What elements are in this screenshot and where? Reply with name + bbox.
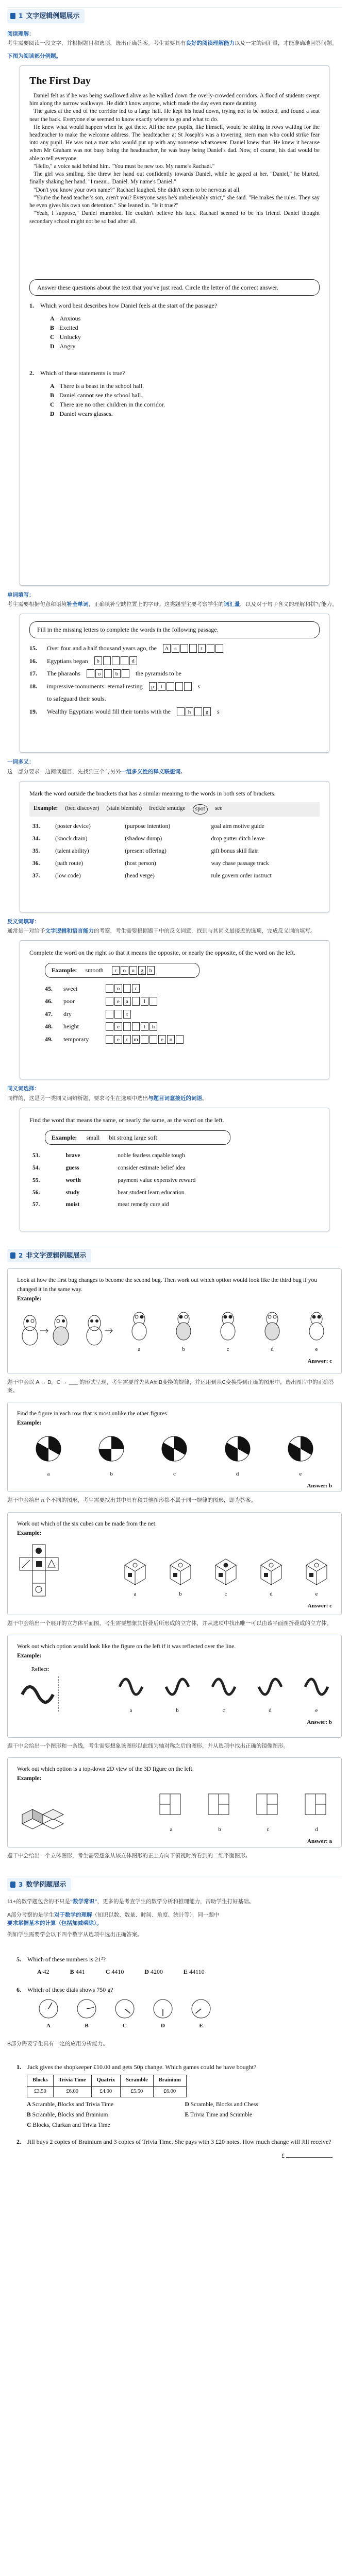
option-figure[interactable]: c	[159, 1432, 190, 1479]
letter-boxes[interactable]	[177, 707, 211, 716]
question-2: 2. Which of these statements is true?	[29, 369, 125, 377]
letter-box[interactable]: e	[114, 1035, 122, 1044]
option-figure[interactable]: d	[257, 1308, 288, 1354]
nv5-options	[156, 1788, 332, 1834]
cloze-item: to safeguard their souls.	[47, 695, 106, 703]
synonym-label: 同义词选择：	[7, 1086, 40, 1092]
letter-box[interactable]	[104, 669, 112, 678]
table-row: 57. moist meat remedy cure aid	[32, 1201, 169, 1208]
antonym-instruction: Complete the word on the right so that it means the opposite, or nearly the opposite, of the word on the left.	[29, 949, 295, 957]
answer: Answer: b	[307, 1483, 332, 1489]
nv2-instruction: Find the figure in each row that is most unlike the other figures.	[17, 1411, 169, 1417]
letter-box[interactable]	[123, 1022, 131, 1031]
nv1-options	[124, 1308, 332, 1354]
oddone-label: 一词多义：	[7, 759, 35, 766]
math-desc2: A部分考察的是学生对于数学的理解（知识以数、数量、时间、角度、统计等），同一题中 要求掌握基本的计算（包括加减乘除）。	[7, 1911, 220, 1927]
option-figure[interactable]: c	[208, 1669, 239, 1715]
option-figure[interactable]: d	[256, 1552, 287, 1599]
letter-box[interactable]: e	[114, 1022, 122, 1031]
option[interactable]: B 441	[70, 1968, 85, 1976]
section-title-bar	[7, 1878, 71, 1891]
option-figure[interactable]: e	[301, 1669, 332, 1715]
option-figure[interactable]: a	[33, 1432, 64, 1479]
synonym-desc: 同样的，这是另一类同义词辨析题，要求考生在选项中选出与题目词意接近的词语。	[7, 1095, 208, 1101]
letter-box[interactable]	[177, 707, 185, 716]
cloze-item: 17. The pharaohs o b the pyramids to be	[29, 670, 181, 677]
antonym-label: 反义词填写：	[7, 918, 40, 925]
nv4-figures	[17, 1665, 332, 1715]
antonym-items	[29, 984, 320, 1044]
table-row: 34. (knock drain) (shadow dump) drop gutter ditch leave	[32, 836, 265, 842]
letter-box[interactable]: l	[141, 997, 148, 1006]
letter-box[interactable]: h	[186, 707, 193, 716]
letter-box[interactable]	[106, 984, 113, 993]
reading-instruction: Answer these questions about the text that you've just read. Circle the letter of the correct answer.	[29, 279, 320, 296]
letter-box[interactable]: t	[123, 1010, 131, 1019]
letter-box[interactable]: o	[95, 669, 103, 678]
table-header: Scramble	[121, 2075, 154, 2086]
story-paragraph: The gates at the end of the corridor led to a large hall. He kept his head down, trying not to be noticed, and found a seat near the back. Everyone else seemed to know exactly where to go and what to do.	[29, 108, 320, 123]
letter-box[interactable]	[106, 1035, 113, 1044]
nv4-options	[115, 1669, 332, 1715]
story-paragraph: Daniel felt as if he was being swallowed alive as he walked down the overly-crowded corridors. A flood of students swept him along the narrow walkways. He didn't know anyone, which made the day even more daunting.	[29, 92, 320, 107]
nv5-desc: 题干中会给出一个立体图形，考生需要想象从该立体图形的正上方向下俯视时所看到的二维平面图形。	[7, 1853, 251, 1859]
letter-box[interactable]: a	[123, 997, 131, 1006]
option-figure[interactable]: b	[165, 1552, 196, 1599]
math-desc3: 例如学生需要学会以下四个数字从选项中选出正确答案。	[7, 1931, 143, 1938]
option-figure[interactable]: e	[285, 1432, 316, 1479]
dial-option[interactable]: B	[75, 1997, 98, 2030]
letter-boxes[interactable]	[94, 656, 137, 665]
letter-boxes[interactable]	[106, 997, 157, 1006]
letter-box[interactable]	[149, 1035, 157, 1044]
letter-box[interactable]: t	[141, 1022, 148, 1031]
letter-box[interactable]	[176, 1035, 184, 1044]
dial-icon	[152, 1997, 174, 2020]
answer: Answer: c	[307, 1358, 332, 1365]
letter-box[interactable]: m	[132, 1035, 140, 1044]
nv5-card	[7, 1757, 342, 1848]
table-row: 54. guess consider estimate belief idea	[32, 1164, 186, 1171]
letter-box[interactable]	[184, 682, 192, 691]
table-cell: £4.00	[91, 2086, 121, 2097]
reflect-source	[17, 1665, 63, 1715]
dial-option[interactable]: E	[190, 1997, 212, 2030]
reading-card	[20, 65, 329, 586]
price-table	[27, 2075, 187, 2097]
nv4-desc: 题干中会给出一个图形和一条线，考生需要想象该图形以此线为轴对称之后的图形，并从选项中找出正确的镜像图形。	[7, 1742, 289, 1749]
question-5: 5. Which of these numbers is 21²?	[16, 1955, 106, 1963]
cloze-item: 16. Egyptians began b d	[29, 656, 320, 666]
question-b1-options	[27, 2100, 333, 2130]
letter-box[interactable]: r	[132, 984, 140, 993]
cloze-card	[20, 614, 329, 753]
option[interactable]: B Scramble, Blocks and Brainium	[27, 2111, 108, 2118]
reading-desc: 考生需要阅读一段文字，并根据题目和选项，选出正确答案。考生需要具有良好的阅读理解能力以及一定的词汇量，才能准确地回答问题。	[7, 40, 338, 47]
option-figure[interactable]: d	[255, 1669, 286, 1715]
option-figure[interactable]: a	[115, 1669, 146, 1715]
letter-box[interactable]	[87, 669, 94, 678]
letter-box[interactable]	[112, 656, 120, 665]
option[interactable]: C There are no other children in the corridor.	[50, 400, 165, 408]
option-figure[interactable]: c	[212, 1308, 243, 1354]
letter-box[interactable]: h	[149, 1022, 157, 1031]
math-a-card	[7, 1944, 342, 2035]
dial-icon	[37, 1997, 60, 2020]
letter-box[interactable]: b	[94, 656, 102, 665]
letter-box[interactable]: p	[149, 682, 157, 691]
antonym-example: Example: smooth r o u g h	[45, 963, 200, 978]
option[interactable]: E Trivia Time and Scramble	[185, 2111, 253, 2118]
answer: Answer: a	[307, 1838, 332, 1844]
table-cell: £5.50	[121, 2086, 154, 2097]
section-flag-icon	[10, 1252, 15, 1259]
letter-box[interactable]: r	[112, 966, 120, 975]
option-figure[interactable]: b	[162, 1669, 193, 1715]
table-header: Brainium	[153, 2075, 186, 2086]
page	[0, 7, 349, 2576]
dial-option[interactable]: D	[152, 1997, 174, 2030]
table-cell: £3.50	[27, 2086, 54, 2097]
nv2-options	[17, 1432, 332, 1479]
oddone-table	[29, 821, 320, 882]
option[interactable]: C Unlucky	[50, 333, 81, 341]
nv2-card	[7, 1402, 342, 1492]
story-body	[29, 92, 320, 226]
letter-box[interactable]	[149, 997, 157, 1006]
question-5-options	[37, 1967, 333, 1977]
letter-box[interactable]	[122, 669, 129, 678]
option-figure[interactable]: a	[124, 1308, 155, 1354]
example-label: Example:	[17, 1530, 42, 1536]
cube-net	[17, 1542, 63, 1599]
letter-box[interactable]: g	[138, 966, 146, 975]
section-number: 3	[19, 1880, 23, 1888]
option[interactable]: A Anxious	[50, 314, 81, 322]
table-row: 36. (path route) (host person) way chase passage track	[32, 860, 269, 867]
letter-box[interactable]	[194, 707, 202, 716]
option[interactable]: B Excited	[50, 324, 78, 331]
letter-boxes[interactable]	[106, 1010, 131, 1019]
letter-box[interactable]	[103, 656, 111, 665]
letter-boxes[interactable]	[149, 682, 192, 691]
math-b-card	[7, 2052, 342, 2186]
nv5-figures	[17, 1788, 332, 1834]
bug-icon	[53, 1315, 69, 1345]
letter-box[interactable]	[141, 1035, 148, 1044]
option-figure[interactable]: e	[301, 1308, 332, 1354]
nv1-desc: 题干中会以 A → B，C → ___ 的形式呈现，考生需要首先从A到B变换的规律，并运用到从C变换得到正确的图形中，选出图片中的正确答案。	[7, 1379, 335, 1394]
wave-figure	[17, 1674, 63, 1715]
letter-box[interactable]	[189, 644, 197, 653]
reflect-label: Reflect:	[31, 1666, 49, 1672]
option[interactable]: A There is a beast in the school hall.	[50, 382, 144, 389]
cloze-items	[29, 643, 320, 717]
letter-box[interactable]: n	[167, 1035, 175, 1044]
nv1-instruction: Look at how the first bug changes to become the second bug. Then work out which option would look like the third bug if you changed it in the same way.	[17, 1277, 318, 1293]
section-title: 非文字逻辑例题展示	[26, 1251, 87, 1260]
question-b1: 1. Jack gives the shopkeeper £10.00 and gets 50p change. Which games could he have bought?	[16, 2063, 257, 2071]
reading-desc2: 下图为阅读部分例题。	[7, 53, 61, 59]
letter-boxes[interactable]	[112, 966, 155, 975]
option[interactable]: A 42	[37, 1968, 49, 1976]
synonym-card	[20, 1108, 329, 1231]
answer: Answer: b	[307, 1719, 332, 1725]
antonym-item: 46. poor e a l	[45, 996, 320, 1006]
letter-box[interactable]: e	[114, 997, 122, 1006]
question-2-options	[50, 381, 320, 418]
option-figure[interactable]: a	[156, 1788, 187, 1834]
synonym-example: Example: small bit strong large soft	[45, 1130, 230, 1145]
bug-icon	[22, 1315, 38, 1345]
cloze-desc: 考生需要根据句意和语境补全单词，正确填补空缺位置上的字母。这类题型主要考察学生的词汇量，以及对于句子含义的理解和拼写能力。	[7, 601, 338, 608]
nv4-card	[7, 1635, 342, 1738]
question-6-options	[37, 1997, 333, 2030]
option-figure[interactable]: a	[120, 1552, 151, 1599]
question-b2: 2. Jill buys 2 copies of Brainium and 3 copies of Trivia Time. She pays with 3 £20 notes. How much change will Jill receive?	[16, 2138, 331, 2146]
letter-box[interactable]	[132, 997, 140, 1006]
option[interactable]: A Scramble, Blocks and Trivia Time	[27, 2101, 114, 2108]
nv5-instruction: Work out which option is a top-down 2D view of the 3D figure on the left.	[17, 1766, 194, 1773]
antonym-item: 48. height e t h	[45, 1022, 320, 1031]
story-paragraph: "Don't you know your own name?" Rachael laughed. She didn't seem to be nervous at all.	[34, 187, 241, 193]
letter-box[interactable]	[123, 984, 131, 993]
letter-box[interactable]: o	[114, 984, 122, 993]
synonym-table	[29, 1150, 320, 1211]
section-header-verbal	[7, 7, 342, 25]
example-answer-circle: spot	[193, 804, 208, 815]
option-figure[interactable]: b	[96, 1432, 127, 1479]
letter-box[interactable]: b	[113, 669, 121, 678]
section-title-bar	[7, 9, 85, 23]
letter-box[interactable]: e	[158, 1035, 166, 1044]
antonym-desc: 通常是一对给予文字逻辑和语言能力的考察，考生需要根据题干中的反义词意，找到与其词义最接近的选项，完成反义词的填写。	[7, 928, 316, 935]
section-header-math	[7, 1876, 342, 1893]
letter-box[interactable]	[114, 1010, 122, 1019]
story-paragraph: "Hello," a voice said behind him. "You must be new too. My name's Rachael."	[34, 163, 215, 170]
dial-icon	[75, 1997, 98, 2020]
antonym-item: 45. sweet o r	[45, 984, 320, 994]
letter-box[interactable]: o	[121, 966, 128, 975]
option[interactable]: B Daniel cannot see the school hall.	[50, 391, 143, 399]
oddone-desc: 这一部分要求一边阅读题目，先找到三个与另外一组多义性的释义联想词。	[7, 768, 186, 775]
letter-box[interactable]	[106, 1010, 113, 1019]
letter-boxes[interactable]	[163, 644, 223, 653]
story-paragraph: "You're the head teacher's son, aren't you? Everyone says he's unbelievably strict," she said. "He makes the rules. They say he even gives his own son detention." She leaned in. "Is it true?"	[29, 194, 320, 209]
letter-box[interactable]	[207, 644, 214, 653]
option-figure[interactable]: b	[168, 1308, 199, 1354]
letter-box[interactable]	[106, 1022, 113, 1031]
nv2-desc: 题干中会给出五个不同的图形，考生需要找出其中具有和其他图形都不属于同一规律的图形，即为答案。	[7, 1497, 256, 1504]
option-figure[interactable]: c	[253, 1788, 284, 1834]
letter-box[interactable]	[121, 656, 128, 665]
letter-box[interactable]: h	[147, 966, 155, 975]
story-title: The First Day	[29, 75, 91, 87]
letter-box[interactable]: A	[163, 644, 171, 653]
section-number: 2	[19, 1252, 23, 1260]
table-row: 53. brave noble fearless capable tough	[32, 1153, 185, 1159]
nv3-figures	[17, 1542, 332, 1599]
synonym-instruction: Find the word that means the same, or nearly the same, as the word on the left.	[29, 1116, 224, 1124]
table-cell: £6.00	[153, 2086, 186, 2097]
answer: Answer: c	[307, 1603, 332, 1609]
letter-box[interactable]: u	[129, 966, 137, 975]
section-number: 1	[19, 12, 23, 20]
antonym-item: 47. dry t	[45, 1009, 320, 1019]
nv3-card	[7, 1512, 342, 1615]
letter-box[interactable]: d	[129, 656, 137, 665]
table-header: Blocks	[27, 2075, 54, 2086]
example-label: Example:	[17, 1775, 42, 1782]
table-cell: £6.00	[53, 2086, 91, 2097]
oddone-card	[20, 781, 329, 912]
section-header-nonverbal	[7, 1247, 342, 1264]
letter-boxes[interactable]	[106, 1035, 184, 1044]
example-label: Example:	[17, 1295, 42, 1302]
math-desc1: 11+的数学题包含的不只是“数学常识”，更多的是考查学生的数学分析和推理能力，帮助学生打好基础。	[7, 1898, 255, 1905]
table-row: 37. (low code) (head verge) rule govern order instruct	[32, 872, 272, 879]
bug-sequence	[17, 1308, 115, 1354]
option[interactable]: D Scramble, Blocks and Chess	[185, 2101, 258, 2108]
option[interactable]: D 4200	[144, 1968, 163, 1976]
math-desc4: B部分需要学生具有一定的应用分析能力。	[7, 2040, 109, 2047]
option[interactable]: E 44110	[184, 1968, 205, 1976]
table-row: 56. study hear student learn education	[32, 1189, 185, 1196]
option-figure[interactable]: b	[204, 1788, 235, 1834]
option[interactable]: C 4410	[105, 1968, 124, 1976]
option[interactable]: D Angry	[50, 342, 76, 350]
cloze-item: 19. Wealthy Egyptians would fill their tombs with the h g s	[29, 707, 220, 715]
story-paragraph: He knew what would happen when he got there. All the new pupils, like himself, would be sitting in rows waiting for the headteacher to make the welcome address. The headteacher at St Joseph's was a towering, stern man who could strike fear into any pupil. He was not a man who would put up with any nonsense whatsoever. Daniel knew that. He knew it because when Mr Graham was not busy being the headteacher, he was busy being Daniel's dad. Now, of course, his dad would be able to tell everyone.	[29, 124, 320, 162]
table-row: 35. (talent ability) (present offering) gift bonus skill flair	[32, 848, 258, 854]
nv3-options	[120, 1552, 332, 1599]
dial-icon	[113, 1997, 136, 2020]
letter-boxes[interactable]	[106, 984, 140, 993]
section-title-bar	[7, 1249, 91, 1262]
cloze-item: 18. impressive monuments: eternal resting p l s	[29, 682, 201, 690]
reading-label: 阅读理解：	[7, 31, 35, 37]
table-header: Quatrix	[91, 2075, 121, 2086]
question-6: 6. Which of these dials shows 750 g?	[16, 1986, 113, 1993]
letter-box[interactable]	[180, 644, 188, 653]
story-paragraph: The girl was smiling. She threw her hand out confidently towards Daniel, while he gaped at her. "Daniel," he blurted, finally shaking her hand. "I mean... Daniel. My name's Daniel."	[29, 171, 320, 185]
question-1-options	[50, 314, 320, 351]
cloze-item: 15. Over four and a half thousand years ago, the A s t	[29, 643, 320, 653]
example-label: Example:	[17, 1420, 42, 1427]
letter-box[interactable]	[132, 1022, 140, 1031]
story-paragraph: "Yeah, I suppose," Daniel mumbled. He couldn't believe his luck. Rachael seemed to be his friend. Daniel thought secondary school might not be so bad after all.	[29, 210, 320, 225]
letter-box[interactable]	[215, 644, 223, 653]
nv3-instruction: Work out which of the six cubes can be made from the net.	[17, 1520, 157, 1527]
table-row: 33. (poster device) (purpose intention) goal aim motive guide	[32, 823, 264, 830]
letter-box[interactable]	[167, 682, 174, 691]
cloze-instruction: Fill in the missing letters to complete the words in the following passage.	[29, 621, 320, 638]
example-label: Example:	[17, 1652, 42, 1659]
nv1-card	[7, 1268, 342, 1374]
nv3-desc: 题干中会给出一个展开的立方体平面图，考生需要想象其折叠后所形成的立方体，并从选项中找出唯一可以由该平面图折叠成的立方体。	[7, 1620, 332, 1626]
section-title: 数学例题展示	[26, 1880, 67, 1888]
option-figure[interactable]: d	[222, 1432, 253, 1479]
letter-box[interactable]: g	[203, 707, 211, 716]
answer-blank[interactable]: £	[16, 2151, 333, 2161]
nv4-instruction: Work out which option would look like the figure on the left if it was reflected over the line.	[17, 1643, 236, 1650]
letter-boxes[interactable]	[106, 1022, 157, 1031]
letter-box[interactable]: l	[158, 682, 165, 691]
nv1-figures	[17, 1308, 332, 1354]
oddone-example: Example: (bed discover) (stain blemish) freckle smudge spot see	[29, 802, 320, 817]
cloze-label: 单词填写：	[7, 591, 35, 598]
antonym-card	[20, 940, 329, 1079]
letter-box[interactable]: t	[198, 644, 206, 653]
option[interactable]: C Blocks, Clarkan and Trivia Time	[27, 2122, 110, 2128]
oddone-instruction: Mark the word outside the brackets that has a similar meaning to the words in both sets of brackets.	[29, 789, 276, 797]
letter-box[interactable]: r	[123, 1035, 131, 1044]
option-figure[interactable]: e	[301, 1552, 332, 1599]
question-1: 1. Which word best describes how Daniel feels at the start of the passage?	[29, 302, 218, 310]
option[interactable]: D Daniel wears glasses.	[50, 410, 113, 417]
table-header: Trivia Time	[53, 2075, 91, 2086]
bug-icon	[87, 1315, 102, 1345]
dial-option[interactable]: C	[113, 1997, 136, 2030]
antonym-item: 49. temporary e r m e n	[45, 1035, 320, 1044]
option-figure[interactable]: d	[301, 1788, 332, 1834]
section-flag-icon	[10, 13, 15, 19]
block-3d-figure	[17, 1793, 74, 1834]
letter-box[interactable]	[175, 682, 183, 691]
table-row: 55. worth payment value expensive reward	[32, 1177, 196, 1183]
letter-box[interactable]: s	[172, 644, 179, 653]
section-flag-icon	[10, 1882, 15, 1888]
dial-option[interactable]: A	[37, 1997, 60, 2030]
letter-box[interactable]	[106, 997, 113, 1006]
letter-boxes[interactable]	[87, 669, 129, 678]
option-figure[interactable]: c	[210, 1552, 241, 1599]
dial-icon	[190, 1997, 212, 2020]
section-title: 文字逻辑例题展示	[26, 12, 80, 20]
